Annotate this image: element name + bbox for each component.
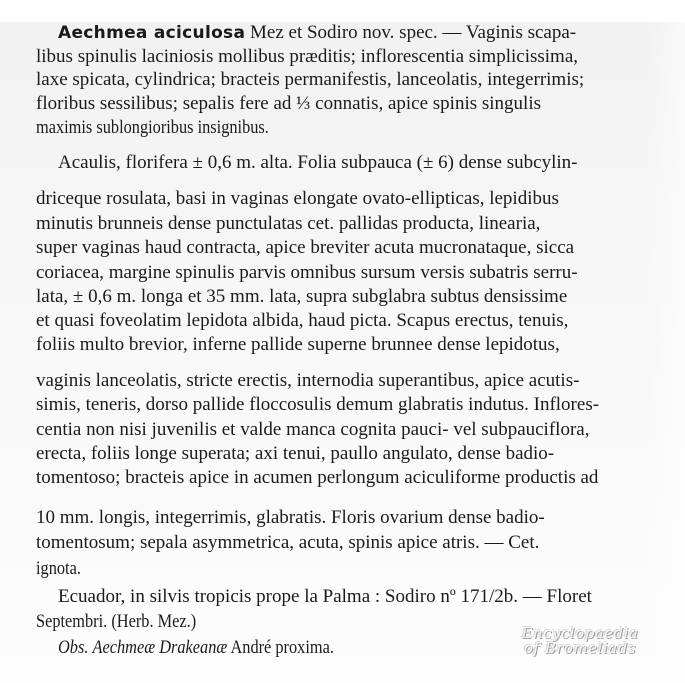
text-line <box>36 187 658 211</box>
text-line <box>36 506 658 530</box>
line-scaler <box>58 21 576 45</box>
line-scaler: coriacea, margine spinulis parvis omnibus sursum versis subatris serru- <box>36 262 578 283</box>
line-scaler: driceque rosulata, basi in vaginas elongate ovato-ellipticas, lepidibus <box>36 188 559 209</box>
line-scaler: foliis multo brevior, inferne pallide superne brunnee dense lepidotus, <box>36 334 560 355</box>
line-scaler: et quasi foveolatim lepidota albida, haud picta. Scapus erectus, tenuis, <box>36 310 569 331</box>
obs-label: Obs. <box>58 637 89 658</box>
text-line <box>58 585 658 609</box>
watermark-logo <box>500 626 660 656</box>
text-line <box>36 68 658 92</box>
line-scaler: Ecuador, in silvis tropicis prope la Palma : Sodiro nº 171/2b. — Floret <box>58 586 592 607</box>
line-scaler: tomentoso; bracteis apice in acumen perlongum aciculiforme productis ad <box>36 467 599 488</box>
text-line <box>36 92 658 116</box>
line-scaler: Acaulis, florifera ± 0,6 m. alta. Folia subpauca (± 6) dense subcylin- <box>58 152 578 173</box>
line-scaler: tomentosum; sepala asymmetrica, acuta, spinis apice atris. — Cet. <box>36 532 540 553</box>
text-line <box>36 116 658 140</box>
text-line <box>36 418 658 442</box>
text-line <box>36 557 658 581</box>
line-scaler: libus spinulis laciniosis mollibus præditis; inflorescentia simplicissima, <box>36 46 579 67</box>
line-scaler: minutis brunneis dense punctulatas cet. pallidas producta, linearia, <box>36 213 541 234</box>
text-line <box>36 442 658 466</box>
text-line <box>36 212 658 236</box>
line-scaler: maximis sublongioribus insignibus. <box>36 117 269 138</box>
text-line <box>36 236 658 260</box>
text-line <box>36 309 658 333</box>
text-line <box>36 531 658 555</box>
text-line <box>36 45 658 69</box>
text-line <box>36 285 658 309</box>
line-scaler: super vaginas haud contracta, apice breviter acuta mucronataque, sicca <box>36 237 575 258</box>
obs-rest: André proxima. <box>230 637 334 658</box>
line-text: Mez et Sodiro nov. spec. — Vaginis scapa- <box>250 22 577 43</box>
text-line <box>36 466 658 490</box>
text-line <box>36 333 658 357</box>
line-scaler: floribus sessilibus; sepalis fere ad ⅓ connatis, apice spinis singulis <box>36 93 542 114</box>
text-line <box>58 151 658 175</box>
line-scaler: lata, ± 0,6 m. longa et 35 mm. lata, supra subglabra subtus densissime <box>36 286 568 307</box>
text-line <box>36 393 658 417</box>
text-line <box>36 261 658 285</box>
line-scaler: centia non nisi juvenilis et valde manca cognita pauci- vel subpauciflora, <box>36 419 590 440</box>
line-scaler: erecta, foliis longe superata; axi tenui, paullo angulato, dense badio- <box>36 443 555 464</box>
line-scaler: 10 mm. longis, integerrimis, glabratis. Floris ovarium dense badio- <box>36 507 545 528</box>
text-line <box>36 369 658 393</box>
line-scaler: ignota. <box>36 558 81 579</box>
watermark-line-1: Encyclopaedia <box>521 624 639 642</box>
watermark-line-2: of Bromeliads <box>523 639 636 657</box>
text-line <box>58 21 658 45</box>
line-scaler: Septembri. (Herb. Mez.) <box>36 611 197 632</box>
line-scaler <box>58 636 334 660</box>
line-scaler: vaginis lanceolatis, stricte erectis, internodia superantibus, apice acutis- <box>36 370 580 391</box>
species-name: Aechmea aciculosa <box>58 23 246 43</box>
line-scaler: simis, teneris, dorso pallide floccosulis demum glabratis indutus. Inflores- <box>36 394 600 415</box>
obs-species: Aechmeæ Drakeanæ <box>92 637 228 658</box>
line-scaler: laxe spicata, cylindrica; bracteis permanifestis, lanceolatis, integerrimis; <box>36 69 585 90</box>
